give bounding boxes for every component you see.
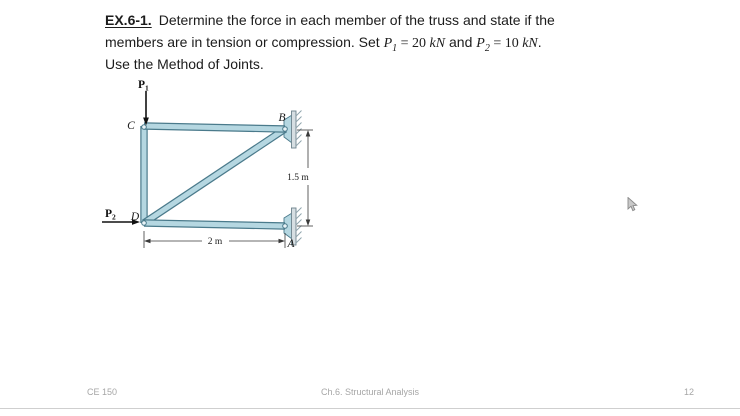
mouse-cursor-icon	[627, 197, 639, 213]
joint-label-a: A	[287, 238, 295, 250]
member-db	[144, 129, 285, 223]
member-da	[144, 223, 285, 226]
joint-label-c: C	[127, 120, 135, 132]
title-line-2	[105, 32, 605, 55]
footer-course: CE 150	[87, 387, 118, 397]
p1-load-label: $P_1$	[138, 79, 149, 93]
exercise-number: EX.6-1.	[105, 12, 152, 28]
truss-diagram	[95, 75, 330, 257]
joint-label-d: D	[130, 211, 140, 223]
title-text-1: Determine the force in each member of the truss and state if the	[158, 12, 555, 28]
slide-bottom-rule	[0, 408, 740, 409]
math-p2: $P_2 = 10$ kN	[476, 35, 538, 54]
title-text-and: and	[445, 33, 477, 50]
footer-chapter: Ch.6. Structural Analysis	[320, 387, 420, 397]
title-text-2: members are in tension or compression. Set	[105, 33, 384, 50]
footer-page-number: 12	[683, 387, 694, 397]
title-text-period: .	[537, 33, 542, 50]
dim-height-label: 1.5 m	[287, 173, 309, 183]
member-cb	[144, 126, 285, 129]
p2-load-label: $P_2$	[105, 208, 116, 222]
title-line-1	[105, 10, 605, 32]
pin-joint-a	[283, 224, 288, 229]
dim-width-label: 2 m	[207, 237, 223, 248]
pin-joint-c	[142, 125, 147, 130]
pin-joint-b	[283, 127, 288, 132]
force-p1-arrow	[143, 91, 149, 126]
problem-statement	[105, 10, 605, 76]
joint-label-b: B	[278, 112, 286, 124]
dimension-horizontal	[144, 231, 285, 248]
slide-footer	[0, 387, 740, 401]
pin-joint-d	[142, 221, 147, 226]
title-line-3	[105, 54, 605, 76]
title-text-3: Use the Method of Joints.	[105, 56, 264, 72]
math-p1: $P_1 = 20$ kN	[383, 35, 446, 54]
